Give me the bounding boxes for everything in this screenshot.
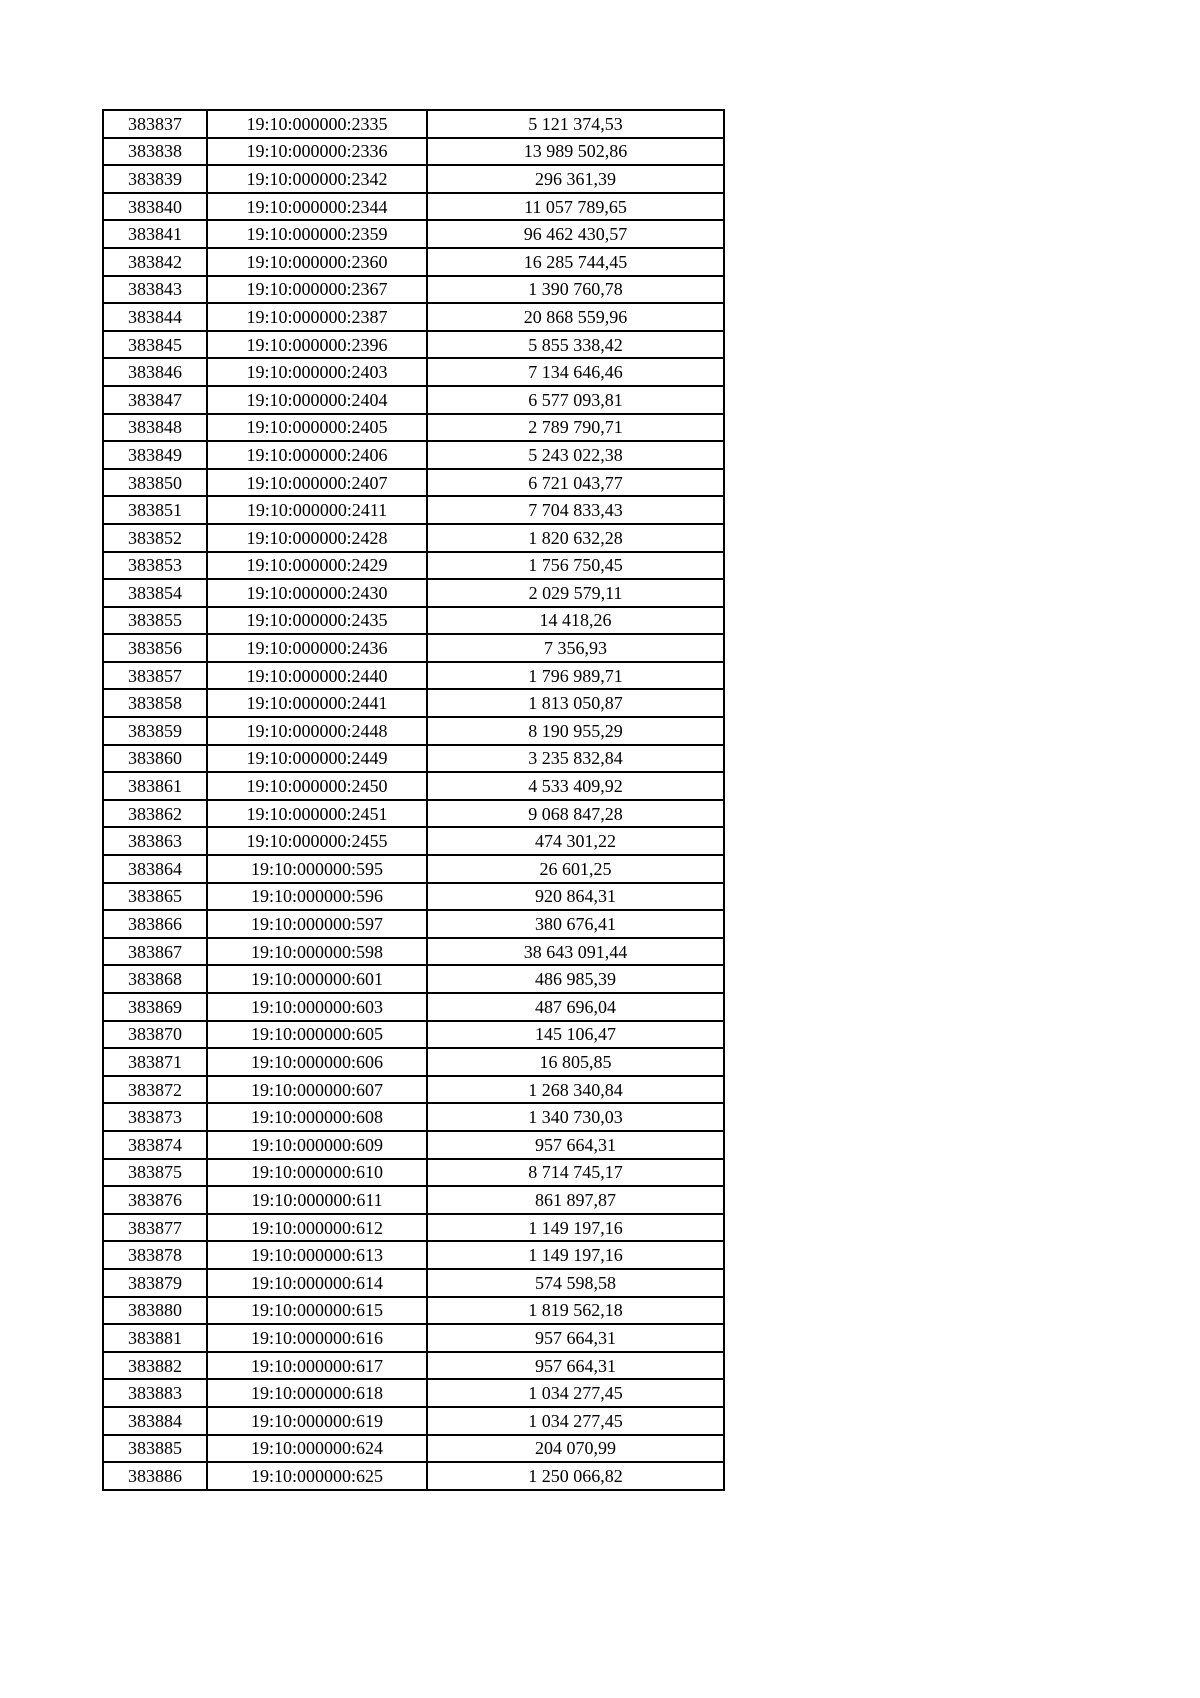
table-row (103, 1462, 724, 1490)
table-row (103, 524, 724, 552)
row-number-cell: 383878 (103, 1241, 207, 1269)
cadastral-value-cell: 38 643 091,44 (427, 938, 724, 966)
cadastral-number-cell: 19:10:000000:597 (207, 910, 427, 938)
cadastral-number-cell: 19:10:000000:2360 (207, 248, 427, 276)
cadastral-number-cell: 19:10:000000:2435 (207, 607, 427, 635)
cadastral-value-cell: 8 714 745,17 (427, 1159, 724, 1187)
row-number-cell: 383841 (103, 220, 207, 248)
row-number-cell: 383881 (103, 1324, 207, 1352)
cadastral-value-cell: 574 598,58 (427, 1269, 724, 1297)
row-number-cell: 383871 (103, 1048, 207, 1076)
row-number-cell: 383843 (103, 276, 207, 304)
cadastral-number-cell: 19:10:000000:608 (207, 1103, 427, 1131)
cadastral-value-cell: 11 057 789,65 (427, 193, 724, 221)
cadastral-value-cell: 861 897,87 (427, 1186, 724, 1214)
cadastral-value-cell: 96 462 430,57 (427, 220, 724, 248)
table-row (103, 1048, 724, 1076)
row-number-cell: 383852 (103, 524, 207, 552)
table-row (103, 386, 724, 414)
cadastral-number-cell: 19:10:000000:615 (207, 1297, 427, 1325)
cadastral-value-cell: 5 121 374,53 (427, 110, 724, 138)
table-row (103, 331, 724, 359)
table-row (103, 689, 724, 717)
cadastral-number-cell: 19:10:000000:2436 (207, 634, 427, 662)
cadastral-value-cell: 7 356,93 (427, 634, 724, 662)
table-row (103, 1131, 724, 1159)
row-number-cell: 383884 (103, 1407, 207, 1435)
cadastral-value-cell: 1 819 562,18 (427, 1297, 724, 1325)
table-row (103, 552, 724, 580)
row-number-cell: 383837 (103, 110, 207, 138)
cadastral-value-cell: 1 250 066,82 (427, 1462, 724, 1490)
table-row (103, 993, 724, 1021)
cadastral-number-cell: 19:10:000000:2450 (207, 772, 427, 800)
table-row (103, 1159, 724, 1187)
table-row (103, 358, 724, 386)
cadastral-number-cell: 19:10:000000:2455 (207, 827, 427, 855)
row-number-cell: 383857 (103, 662, 207, 690)
table-row (103, 855, 724, 883)
cadastral-number-cell: 19:10:000000:2405 (207, 414, 427, 442)
table-row (103, 800, 724, 828)
cadastral-number-cell: 19:10:000000:2403 (207, 358, 427, 386)
cadastral-number-cell: 19:10:000000:2440 (207, 662, 427, 690)
table-row (103, 1435, 724, 1463)
row-number-cell: 383838 (103, 138, 207, 166)
row-number-cell: 383883 (103, 1379, 207, 1407)
cadastral-value-cell: 1 034 277,45 (427, 1407, 724, 1435)
cadastral-number-cell: 19:10:000000:601 (207, 965, 427, 993)
row-number-cell: 383872 (103, 1076, 207, 1104)
cadastral-value-cell: 1 149 197,16 (427, 1241, 724, 1269)
cadastral-value-cell: 2 029 579,11 (427, 579, 724, 607)
cadastral-value-cell: 1 820 632,28 (427, 524, 724, 552)
cadastral-value-cell: 487 696,04 (427, 993, 724, 1021)
cadastral-number-cell: 19:10:000000:605 (207, 1021, 427, 1049)
cadastral-number-cell: 19:10:000000:613 (207, 1241, 427, 1269)
cadastral-value-cell: 1 340 730,03 (427, 1103, 724, 1131)
cadastral-number-cell: 19:10:000000:2407 (207, 469, 427, 497)
table-row (103, 607, 724, 635)
cadastral-value-cell: 957 664,31 (427, 1131, 724, 1159)
row-number-cell: 383876 (103, 1186, 207, 1214)
row-number-cell: 383847 (103, 386, 207, 414)
table-row (103, 303, 724, 331)
table-row (103, 745, 724, 773)
row-number-cell: 383846 (103, 358, 207, 386)
row-number-cell: 383850 (103, 469, 207, 497)
cadastral-value-cell: 380 676,41 (427, 910, 724, 938)
table-row (103, 717, 724, 745)
table-row (103, 1352, 724, 1380)
table-row (103, 1407, 724, 1435)
row-number-cell: 383861 (103, 772, 207, 800)
row-number-cell: 383853 (103, 552, 207, 580)
cadastral-value-cell: 6 721 043,77 (427, 469, 724, 497)
cadastral-value-cell: 957 664,31 (427, 1324, 724, 1352)
cadastral-number-cell: 19:10:000000:598 (207, 938, 427, 966)
table-row (103, 1269, 724, 1297)
cadastral-value-cell: 7 704 833,43 (427, 496, 724, 524)
table-row (103, 1076, 724, 1104)
cadastral-number-cell: 19:10:000000:611 (207, 1186, 427, 1214)
cadastral-number-cell: 19:10:000000:2451 (207, 800, 427, 828)
cadastral-value-cell: 16 285 744,45 (427, 248, 724, 276)
table-row (103, 1324, 724, 1352)
row-number-cell: 383862 (103, 800, 207, 828)
row-number-cell: 383860 (103, 745, 207, 773)
table-row (103, 827, 724, 855)
cadastral-value-cell: 1 390 760,78 (427, 276, 724, 304)
row-number-cell: 383879 (103, 1269, 207, 1297)
cadastral-number-cell: 19:10:000000:2336 (207, 138, 427, 166)
cadastral-number-cell: 19:10:000000:2396 (207, 331, 427, 359)
cadastral-number-cell: 19:10:000000:616 (207, 1324, 427, 1352)
table-row (103, 220, 724, 248)
row-number-cell: 383882 (103, 1352, 207, 1380)
cadastral-value-cell: 9 068 847,28 (427, 800, 724, 828)
cadastral-number-cell: 19:10:000000:596 (207, 883, 427, 911)
cadastral-number-cell: 19:10:000000:619 (207, 1407, 427, 1435)
cadastral-value-cell: 7 134 646,46 (427, 358, 724, 386)
cadastral-value-cell: 920 864,31 (427, 883, 724, 911)
cadastral-number-cell: 19:10:000000:2342 (207, 165, 427, 193)
table-row (103, 469, 724, 497)
cadastral-value-cell: 957 664,31 (427, 1352, 724, 1380)
row-number-cell: 383839 (103, 165, 207, 193)
cadastral-value-cell: 1 756 750,45 (427, 552, 724, 580)
cadastral-value-cell: 2 789 790,71 (427, 414, 724, 442)
cadastral-number-cell: 19:10:000000:609 (207, 1131, 427, 1159)
cadastral-number-cell: 19:10:000000:624 (207, 1435, 427, 1463)
cadastral-number-cell: 19:10:000000:2449 (207, 745, 427, 773)
cadastral-number-cell: 19:10:000000:2428 (207, 524, 427, 552)
row-number-cell: 383858 (103, 689, 207, 717)
row-number-cell: 383870 (103, 1021, 207, 1049)
row-number-cell: 383873 (103, 1103, 207, 1131)
row-number-cell: 383868 (103, 965, 207, 993)
row-number-cell: 383880 (103, 1297, 207, 1325)
cadastral-number-cell: 19:10:000000:2411 (207, 496, 427, 524)
row-number-cell: 383844 (103, 303, 207, 331)
cadastral-value-cell: 1 034 277,45 (427, 1379, 724, 1407)
table-row (103, 276, 724, 304)
table-row (103, 883, 724, 911)
cadastral-value-cell: 474 301,22 (427, 827, 724, 855)
cadastral-number-cell: 19:10:000000:2448 (207, 717, 427, 745)
table-row (103, 1186, 724, 1214)
cadastral-value-cell: 13 989 502,86 (427, 138, 724, 166)
row-number-cell: 383849 (103, 441, 207, 469)
table-row (103, 1379, 724, 1407)
cadastral-number-cell: 19:10:000000:617 (207, 1352, 427, 1380)
row-number-cell: 383863 (103, 827, 207, 855)
cadastral-value-cell: 1 813 050,87 (427, 689, 724, 717)
cadastral-number-cell: 19:10:000000:595 (207, 855, 427, 883)
table-body (103, 110, 724, 1490)
cadastral-number-cell: 19:10:000000:2367 (207, 276, 427, 304)
cadastral-value-cell: 296 361,39 (427, 165, 724, 193)
row-number-cell: 383886 (103, 1462, 207, 1490)
cadastral-number-cell: 19:10:000000:614 (207, 1269, 427, 1297)
cadastral-number-cell: 19:10:000000:606 (207, 1048, 427, 1076)
cadastral-value-cell: 3 235 832,84 (427, 745, 724, 773)
table-row (103, 248, 724, 276)
cadastral-number-cell: 19:10:000000:2359 (207, 220, 427, 248)
row-number-cell: 383865 (103, 883, 207, 911)
cadastral-number-cell: 19:10:000000:2335 (207, 110, 427, 138)
table-row (103, 1021, 724, 1049)
table-row (103, 496, 724, 524)
cadastral-number-cell: 19:10:000000:612 (207, 1214, 427, 1242)
row-number-cell: 383885 (103, 1435, 207, 1463)
table-row (103, 1297, 724, 1325)
table-row (103, 965, 724, 993)
table-row (103, 138, 724, 166)
table-row (103, 662, 724, 690)
cadastral-number-cell: 19:10:000000:2406 (207, 441, 427, 469)
table-row (103, 634, 724, 662)
cadastral-number-cell: 19:10:000000:625 (207, 1462, 427, 1490)
table-row (103, 772, 724, 800)
row-number-cell: 383859 (103, 717, 207, 745)
cadastral-value-cell: 204 070,99 (427, 1435, 724, 1463)
cadastral-number-cell: 19:10:000000:618 (207, 1379, 427, 1407)
row-number-cell: 383864 (103, 855, 207, 883)
cadastral-number-cell: 19:10:000000:2404 (207, 386, 427, 414)
table-row (103, 193, 724, 221)
table-row (103, 414, 724, 442)
row-number-cell: 383845 (103, 331, 207, 359)
cadastral-value-cell: 14 418,26 (427, 607, 724, 635)
row-number-cell: 383877 (103, 1214, 207, 1242)
row-number-cell: 383874 (103, 1131, 207, 1159)
cadastral-value-cell: 8 190 955,29 (427, 717, 724, 745)
cadastral-value-cell: 20 868 559,96 (427, 303, 724, 331)
row-number-cell: 383851 (103, 496, 207, 524)
table-row (103, 579, 724, 607)
cadastral-number-cell: 19:10:000000:607 (207, 1076, 427, 1104)
cadastral-value-cell: 26 601,25 (427, 855, 724, 883)
row-number-cell: 383867 (103, 938, 207, 966)
cadastral-value-table (102, 109, 725, 1491)
row-number-cell: 383866 (103, 910, 207, 938)
cadastral-number-cell: 19:10:000000:2429 (207, 552, 427, 580)
table-row (103, 110, 724, 138)
cadastral-number-cell: 19:10:000000:2344 (207, 193, 427, 221)
cadastral-value-cell: 4 533 409,92 (427, 772, 724, 800)
table-row (103, 1214, 724, 1242)
cadastral-value-cell: 16 805,85 (427, 1048, 724, 1076)
row-number-cell: 383854 (103, 579, 207, 607)
row-number-cell: 383842 (103, 248, 207, 276)
row-number-cell: 383840 (103, 193, 207, 221)
cadastral-number-cell: 19:10:000000:2387 (207, 303, 427, 331)
cadastral-value-cell: 1 149 197,16 (427, 1214, 724, 1242)
cadastral-value-cell: 145 106,47 (427, 1021, 724, 1049)
table-row (103, 1103, 724, 1131)
table-row (103, 441, 724, 469)
cadastral-number-cell: 19:10:000000:2441 (207, 689, 427, 717)
table-row (103, 938, 724, 966)
row-number-cell: 383869 (103, 993, 207, 1021)
cadastral-number-cell: 19:10:000000:603 (207, 993, 427, 1021)
cadastral-value-cell: 5 855 338,42 (427, 331, 724, 359)
cadastral-value-cell: 5 243 022,38 (427, 441, 724, 469)
row-number-cell: 383856 (103, 634, 207, 662)
table-row (103, 910, 724, 938)
cadastral-value-cell: 486 985,39 (427, 965, 724, 993)
table-row (103, 165, 724, 193)
row-number-cell: 383848 (103, 414, 207, 442)
row-number-cell: 383855 (103, 607, 207, 635)
cadastral-number-cell: 19:10:000000:2430 (207, 579, 427, 607)
table-row (103, 1241, 724, 1269)
cadastral-value-cell: 6 577 093,81 (427, 386, 724, 414)
row-number-cell: 383875 (103, 1159, 207, 1187)
cadastral-number-cell: 19:10:000000:610 (207, 1159, 427, 1187)
cadastral-value-cell: 1 796 989,71 (427, 662, 724, 690)
cadastral-value-cell: 1 268 340,84 (427, 1076, 724, 1104)
